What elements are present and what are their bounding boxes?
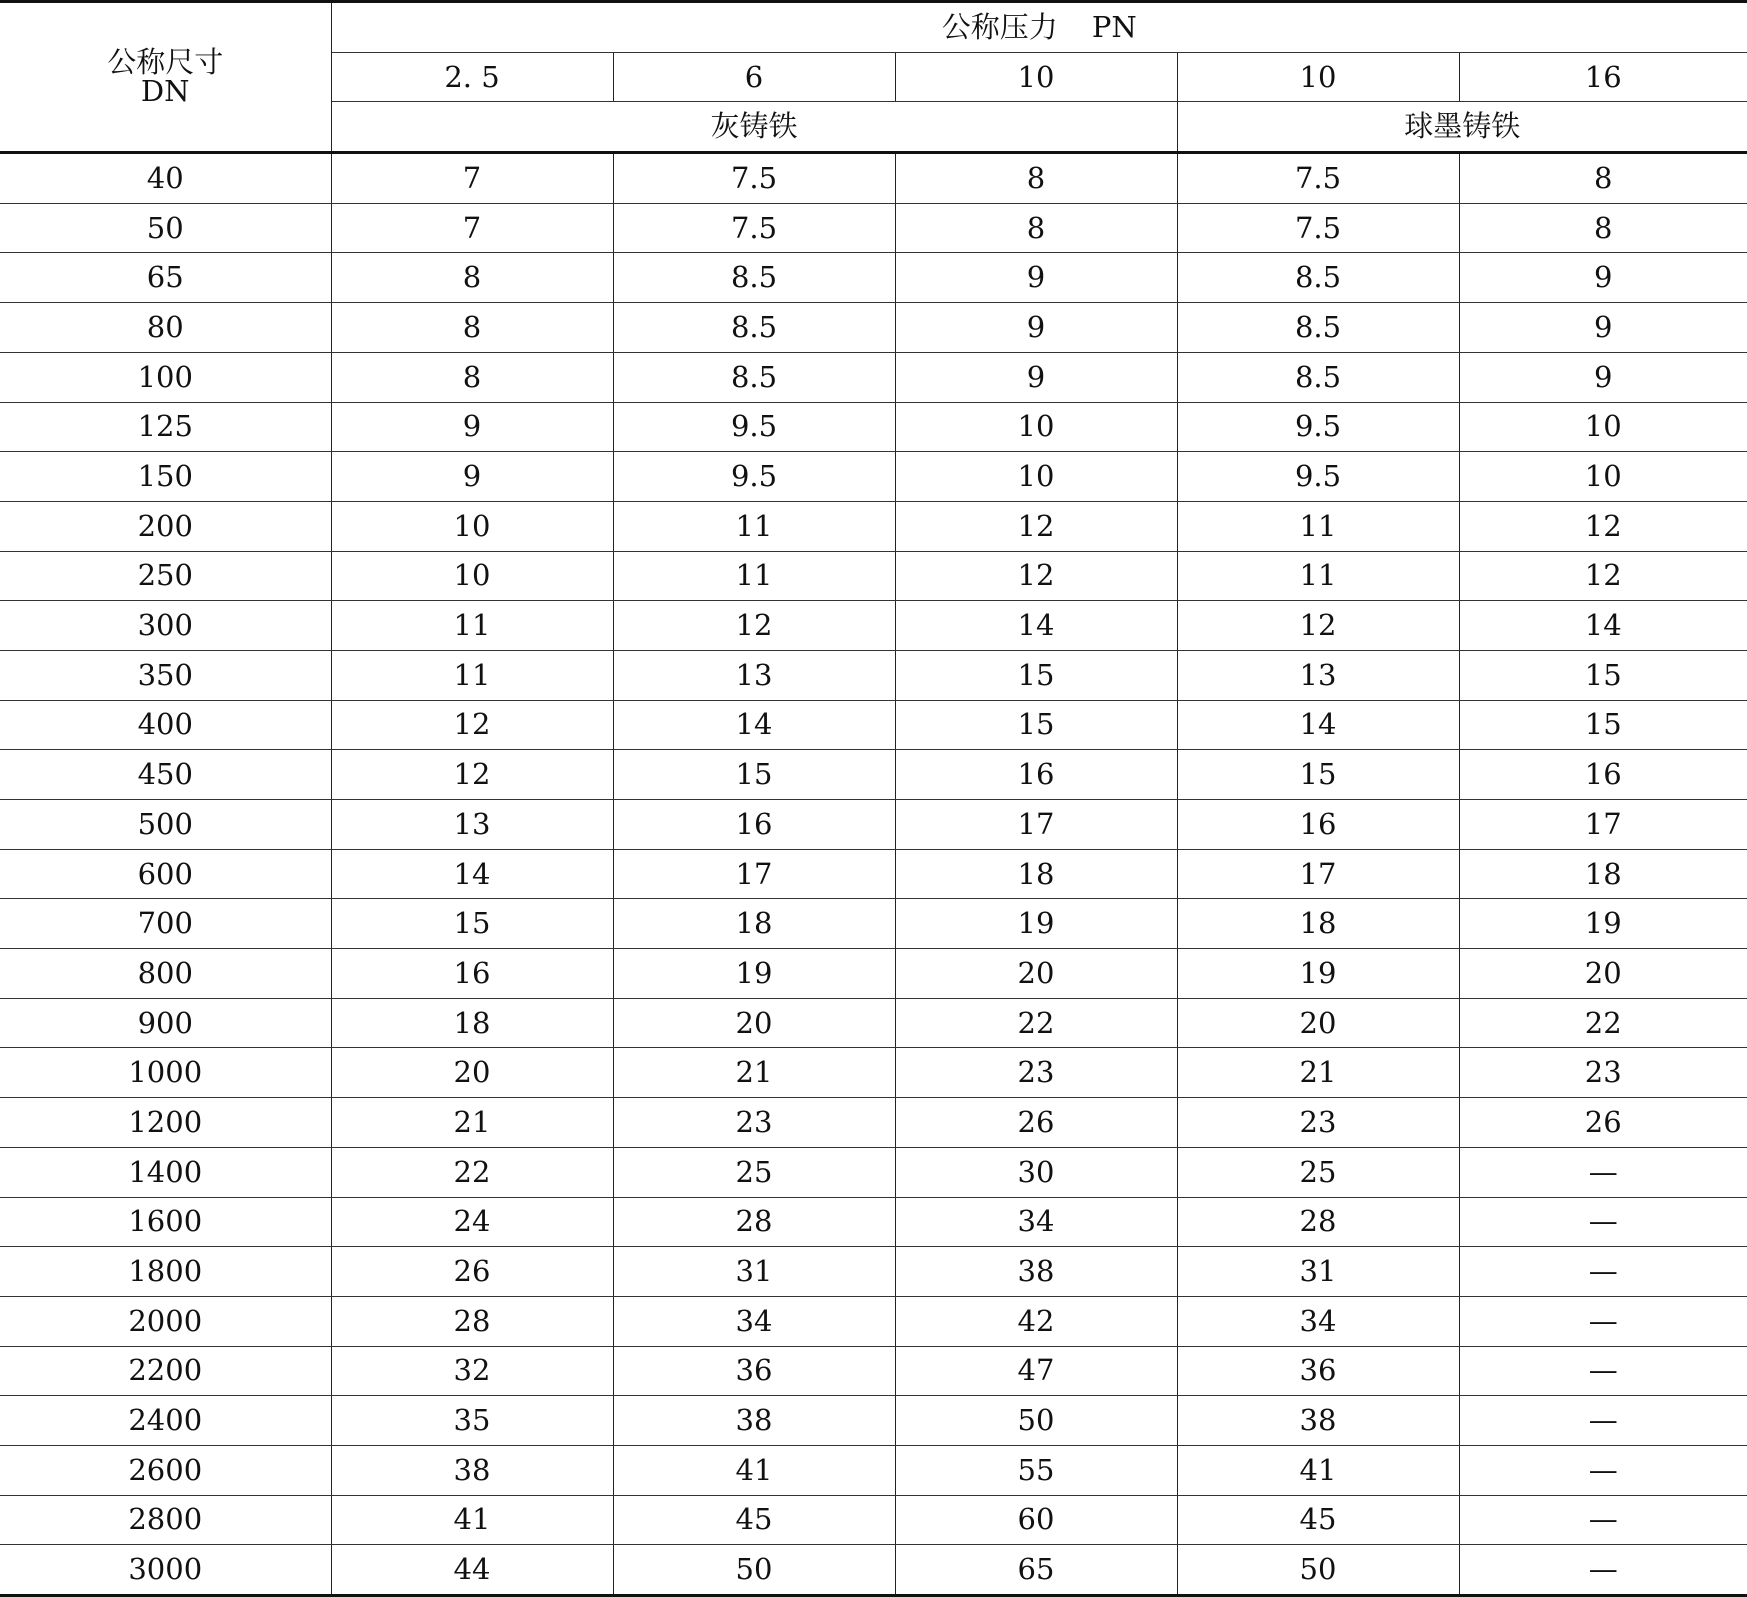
gray-iron-pn2-5-cell: 7 xyxy=(331,153,613,204)
gray-iron-pn6-cell: 19 xyxy=(613,949,895,999)
ductile-iron-pn10-cell: 13 xyxy=(1177,650,1459,700)
gray-iron-pn10-cell: 16 xyxy=(895,750,1177,800)
table-row xyxy=(0,1346,1747,1396)
table-row xyxy=(0,501,1747,551)
table-row xyxy=(0,153,1747,204)
gray-iron-pn6-cell: 18 xyxy=(613,899,895,949)
gray-iron-pn2-5-cell: 10 xyxy=(331,501,613,551)
ductile-iron-pn10-cell: 7.5 xyxy=(1177,203,1459,253)
gray-iron-pn2-5-cell: 22 xyxy=(331,1147,613,1197)
nominal-size-cell: 800 xyxy=(0,949,331,999)
gray-iron-pn6-cell: 9.5 xyxy=(613,402,895,452)
ductile-iron-pn10-cell: 21 xyxy=(1177,1048,1459,1098)
table-body xyxy=(0,153,1747,1596)
ductile-iron-pn10-cell: 8.5 xyxy=(1177,253,1459,303)
gray-iron-pn2-5-cell: 7 xyxy=(331,203,613,253)
ductile-iron-pn10-cell: 8.5 xyxy=(1177,352,1459,402)
nominal-pressure-label: 公称压力 xyxy=(941,9,1058,44)
nominal-size-cell: 2000 xyxy=(0,1296,331,1346)
table-row xyxy=(0,700,1747,750)
table-row xyxy=(0,998,1747,1048)
ductile-iron-pn16-cell: 10 xyxy=(1459,452,1747,502)
gray-iron-pn10-cell: 9 xyxy=(895,253,1177,303)
ductile-iron-pn16-cell: 20 xyxy=(1459,949,1747,999)
ductile-iron-pn10-cell: 20 xyxy=(1177,998,1459,1048)
ductile-iron-pn10-cell: 11 xyxy=(1177,501,1459,551)
gray-iron-pn2-5-cell: 21 xyxy=(331,1098,613,1148)
table-row xyxy=(0,1247,1747,1297)
gray-iron-pn6-cell: 11 xyxy=(613,551,895,601)
gray-iron-pn2-5-cell: 11 xyxy=(331,601,613,651)
gray-iron-pn2-5-cell: 13 xyxy=(331,800,613,850)
table-row xyxy=(0,1147,1747,1197)
table-row xyxy=(0,1296,1747,1346)
table-row xyxy=(0,1048,1747,1098)
nominal-pressure-header xyxy=(331,2,1747,53)
gray-iron-pn10-cell: 26 xyxy=(895,1098,1177,1148)
ductile-iron-pn16-cell: — xyxy=(1459,1147,1747,1197)
ductile-iron-pn16-cell: — xyxy=(1459,1545,1747,1596)
gray-iron-pn10-cell: 14 xyxy=(895,601,1177,651)
table-row xyxy=(0,352,1747,402)
gray-iron-pn10-cell: 19 xyxy=(895,899,1177,949)
gray-iron-pn2-5-cell: 20 xyxy=(331,1048,613,1098)
ductile-iron-pn10-cell: 19 xyxy=(1177,949,1459,999)
ductile-iron-pn10-cell: 12 xyxy=(1177,601,1459,651)
gray-iron-pn6-cell: 38 xyxy=(613,1396,895,1446)
gray-iron-pn6-cell: 13 xyxy=(613,650,895,700)
ductile-iron-pn16-cell: 22 xyxy=(1459,998,1747,1048)
nominal-pressure-symbol: PN xyxy=(1091,9,1137,44)
ductile-iron-pn10-cell: 9.5 xyxy=(1177,452,1459,502)
nominal-size-cell: 350 xyxy=(0,650,331,700)
gray-iron-pn2-5-cell: 35 xyxy=(331,1396,613,1446)
table-row xyxy=(0,601,1747,651)
gray-iron-pn10-cell: 42 xyxy=(895,1296,1177,1346)
nominal-size-cell: 1000 xyxy=(0,1048,331,1098)
nominal-size-cell: 65 xyxy=(0,253,331,303)
gray-iron-pn6-cell: 8.5 xyxy=(613,303,895,353)
nominal-size-cell: 150 xyxy=(0,452,331,502)
ductile-iron-pn10-cell: 41 xyxy=(1177,1445,1459,1495)
table-row xyxy=(0,1396,1747,1446)
ductile-iron-pn10-cell: 11 xyxy=(1177,551,1459,601)
gray-iron-pn2-5-cell: 16 xyxy=(331,949,613,999)
nominal-size-cell: 40 xyxy=(0,153,331,204)
pressure-cell: 6 xyxy=(613,52,895,102)
ductile-iron-pn10-cell: 7.5 xyxy=(1177,153,1459,204)
gray-iron-pn6-cell: 17 xyxy=(613,849,895,899)
gray-iron-pn2-5-cell: 38 xyxy=(331,1445,613,1495)
gray-iron-pn10-cell: 12 xyxy=(895,501,1177,551)
ductile-iron-pn16-cell: 12 xyxy=(1459,501,1747,551)
ductile-iron-pn16-cell: 17 xyxy=(1459,800,1747,850)
table-row xyxy=(0,1197,1747,1247)
gray-iron-pn10-cell: 10 xyxy=(895,452,1177,502)
ductile-iron-pn10-cell: 17 xyxy=(1177,849,1459,899)
ductile-iron-pn16-cell: — xyxy=(1459,1296,1747,1346)
table-row xyxy=(0,1445,1747,1495)
gray-iron-pn2-5-cell: 8 xyxy=(331,303,613,353)
ductile-iron-pn10-cell: 9.5 xyxy=(1177,402,1459,452)
table-row xyxy=(0,551,1747,601)
ductile-iron-pn10-cell: 15 xyxy=(1177,750,1459,800)
table-row xyxy=(0,1495,1747,1545)
nominal-size-cell: 50 xyxy=(0,203,331,253)
gray-iron-pn2-5-cell: 44 xyxy=(331,1545,613,1596)
gray-iron-pn2-5-cell: 24 xyxy=(331,1197,613,1247)
nominal-size-cell: 400 xyxy=(0,700,331,750)
gray-iron-pn10-cell: 12 xyxy=(895,551,1177,601)
ductile-iron-pn16-cell: 9 xyxy=(1459,352,1747,402)
ductile-iron-pn16-cell: 15 xyxy=(1459,650,1747,700)
gray-iron-pn2-5-cell: 12 xyxy=(331,700,613,750)
pressure-cell: 16 xyxy=(1459,52,1747,102)
table-row xyxy=(0,203,1747,253)
ductile-iron-pn16-cell: — xyxy=(1459,1495,1747,1545)
nominal-size-cell: 600 xyxy=(0,849,331,899)
nominal-size-cell: 1200 xyxy=(0,1098,331,1148)
gray-iron-pn10-cell: 15 xyxy=(895,650,1177,700)
nominal-size-cell: 1400 xyxy=(0,1147,331,1197)
gray-iron-pn10-cell: 15 xyxy=(895,700,1177,750)
ductile-iron-pn10-cell: 50 xyxy=(1177,1545,1459,1596)
ductile-iron-pn10-cell: 8.5 xyxy=(1177,303,1459,353)
nominal-size-cell: 1800 xyxy=(0,1247,331,1297)
ductile-iron-pn16-cell: 26 xyxy=(1459,1098,1747,1148)
gray-iron-pn2-5-cell: 9 xyxy=(331,452,613,502)
gray-iron-pn6-cell: 8.5 xyxy=(613,253,895,303)
nominal-size-cell: 250 xyxy=(0,551,331,601)
nominal-size-cell: 500 xyxy=(0,800,331,850)
ductile-iron-pn10-cell: 31 xyxy=(1177,1247,1459,1297)
gray-iron-pn10-cell: 10 xyxy=(895,402,1177,452)
ductile-iron-pn10-cell: 36 xyxy=(1177,1346,1459,1396)
ductile-iron-pn10-cell: 25 xyxy=(1177,1147,1459,1197)
nominal-size-cell: 3000 xyxy=(0,1545,331,1596)
nominal-size-cell: 80 xyxy=(0,303,331,353)
gray-iron-pn6-cell: 20 xyxy=(613,998,895,1048)
gray-iron-pn2-5-cell: 8 xyxy=(331,253,613,303)
gray-iron-pn2-5-cell: 9 xyxy=(331,402,613,452)
gray-iron-pn10-cell: 18 xyxy=(895,849,1177,899)
gray-iron-pn6-cell: 21 xyxy=(613,1048,895,1098)
ductile-iron-pn16-cell: — xyxy=(1459,1445,1747,1495)
gray-iron-pn6-cell: 25 xyxy=(613,1147,895,1197)
table-header xyxy=(0,2,1747,153)
ductile-iron-pn10-cell: 16 xyxy=(1177,800,1459,850)
ductile-iron-pn16-cell: 9 xyxy=(1459,303,1747,353)
ductile-iron-pn16-cell: 16 xyxy=(1459,750,1747,800)
gray-iron-pn10-cell: 60 xyxy=(895,1495,1177,1545)
gray-iron-pn10-cell: 8 xyxy=(895,153,1177,204)
gray-iron-pn6-cell: 7.5 xyxy=(613,203,895,253)
table-row xyxy=(0,303,1747,353)
ductile-iron-pn16-cell: 14 xyxy=(1459,601,1747,651)
gray-iron-pn6-cell: 31 xyxy=(613,1247,895,1297)
ductile-iron-pn10-cell: 45 xyxy=(1177,1495,1459,1545)
table-row xyxy=(0,800,1747,850)
gray-iron-pn10-cell: 65 xyxy=(895,1545,1177,1596)
pressure-cell: 10 xyxy=(895,52,1177,102)
table-row xyxy=(0,750,1747,800)
gray-iron-pn10-cell: 34 xyxy=(895,1197,1177,1247)
gray-iron-pn6-cell: 50 xyxy=(613,1545,895,1596)
table-row xyxy=(0,1098,1747,1148)
material-gray-iron: 灰铸铁 xyxy=(331,102,1177,153)
ductile-iron-pn10-cell: 23 xyxy=(1177,1098,1459,1148)
gray-iron-pn6-cell: 36 xyxy=(613,1346,895,1396)
nominal-size-symbol: DN xyxy=(140,74,190,109)
ductile-iron-pn16-cell: — xyxy=(1459,1247,1747,1297)
gray-iron-pn10-cell: 8 xyxy=(895,203,1177,253)
nominal-size-cell: 450 xyxy=(0,750,331,800)
ductile-iron-pn10-cell: 28 xyxy=(1177,1197,1459,1247)
gray-iron-pn6-cell: 41 xyxy=(613,1445,895,1495)
gray-iron-pn2-5-cell: 32 xyxy=(331,1346,613,1396)
gray-iron-pn10-cell: 47 xyxy=(895,1346,1177,1396)
table-row xyxy=(0,402,1747,452)
pressure-cell: 2. 5 xyxy=(331,52,613,102)
gray-iron-pn6-cell: 34 xyxy=(613,1296,895,1346)
material-ductile-iron: 球墨铸铁 xyxy=(1177,102,1747,153)
nominal-size-cell: 2600 xyxy=(0,1445,331,1495)
ductile-iron-pn10-cell: 18 xyxy=(1177,899,1459,949)
ductile-iron-pn16-cell: 9 xyxy=(1459,253,1747,303)
gray-iron-pn6-cell: 16 xyxy=(613,800,895,850)
gray-iron-pn6-cell: 8.5 xyxy=(613,352,895,402)
gray-iron-pn6-cell: 12 xyxy=(613,601,895,651)
nominal-size-cell: 200 xyxy=(0,501,331,551)
gray-iron-pn2-5-cell: 41 xyxy=(331,1495,613,1545)
gray-iron-pn2-5-cell: 12 xyxy=(331,750,613,800)
gray-iron-pn6-cell: 7.5 xyxy=(613,153,895,204)
gray-iron-pn2-5-cell: 10 xyxy=(331,551,613,601)
ductile-iron-pn16-cell: 15 xyxy=(1459,700,1747,750)
gray-iron-pn6-cell: 23 xyxy=(613,1098,895,1148)
gray-iron-pn10-cell: 50 xyxy=(895,1396,1177,1446)
gray-iron-pn10-cell: 9 xyxy=(895,352,1177,402)
table-row xyxy=(0,452,1747,502)
pressure-cell: 10 xyxy=(1177,52,1459,102)
ductile-iron-pn16-cell: 12 xyxy=(1459,551,1747,601)
nominal-size-cell: 300 xyxy=(0,601,331,651)
gray-iron-pn10-cell: 20 xyxy=(895,949,1177,999)
nominal-size-cell: 100 xyxy=(0,352,331,402)
gray-iron-pn10-cell: 23 xyxy=(895,1048,1177,1098)
ductile-iron-pn16-cell: — xyxy=(1459,1346,1747,1396)
gray-iron-pn2-5-cell: 14 xyxy=(331,849,613,899)
gray-iron-pn2-5-cell: 18 xyxy=(331,998,613,1048)
nominal-size-cell: 700 xyxy=(0,899,331,949)
gray-iron-pn6-cell: 14 xyxy=(613,700,895,750)
ductile-iron-pn16-cell: 8 xyxy=(1459,153,1747,204)
gray-iron-pn2-5-cell: 11 xyxy=(331,650,613,700)
ductile-iron-pn10-cell: 14 xyxy=(1177,700,1459,750)
table-row xyxy=(0,253,1747,303)
gray-iron-pn6-cell: 11 xyxy=(613,501,895,551)
nominal-size-cell: 1600 xyxy=(0,1197,331,1247)
table-row xyxy=(0,849,1747,899)
ductile-iron-pn16-cell: 8 xyxy=(1459,203,1747,253)
nominal-size-cell: 125 xyxy=(0,402,331,452)
gray-iron-pn10-cell: 55 xyxy=(895,1445,1177,1495)
gray-iron-pn2-5-cell: 28 xyxy=(331,1296,613,1346)
table-row xyxy=(0,949,1747,999)
ductile-iron-pn16-cell: 18 xyxy=(1459,849,1747,899)
nominal-size-cell: 2800 xyxy=(0,1495,331,1545)
ductile-iron-pn16-cell: 23 xyxy=(1459,1048,1747,1098)
table-row xyxy=(0,899,1747,949)
nominal-size-cell: 900 xyxy=(0,998,331,1048)
gray-iron-pn10-cell: 22 xyxy=(895,998,1177,1048)
nominal-size-label: 公称尺寸 xyxy=(107,45,224,80)
nominal-size-header xyxy=(0,2,331,153)
ductile-iron-pn16-cell: 19 xyxy=(1459,899,1747,949)
gray-iron-pn6-cell: 45 xyxy=(613,1495,895,1545)
gray-iron-pn6-cell: 9.5 xyxy=(613,452,895,502)
gray-iron-pn2-5-cell: 15 xyxy=(331,899,613,949)
ductile-iron-pn10-cell: 38 xyxy=(1177,1396,1459,1446)
nominal-size-cell: 2200 xyxy=(0,1346,331,1396)
gray-iron-pn10-cell: 17 xyxy=(895,800,1177,850)
gray-iron-pn2-5-cell: 8 xyxy=(331,352,613,402)
table-row xyxy=(0,1545,1747,1596)
gray-iron-pn2-5-cell: 26 xyxy=(331,1247,613,1297)
ductile-iron-pn16-cell: 10 xyxy=(1459,402,1747,452)
nominal-size-cell: 2400 xyxy=(0,1396,331,1446)
ductile-iron-pn16-cell: — xyxy=(1459,1197,1747,1247)
gray-iron-pn10-cell: 38 xyxy=(895,1247,1177,1297)
gray-iron-pn6-cell: 15 xyxy=(613,750,895,800)
gray-iron-pn6-cell: 28 xyxy=(613,1197,895,1247)
ductile-iron-pn16-cell: — xyxy=(1459,1396,1747,1446)
gray-iron-pn10-cell: 9 xyxy=(895,303,1177,353)
table-row xyxy=(0,650,1747,700)
ductile-iron-pn10-cell: 34 xyxy=(1177,1296,1459,1346)
gray-iron-pn10-cell: 30 xyxy=(895,1147,1177,1197)
